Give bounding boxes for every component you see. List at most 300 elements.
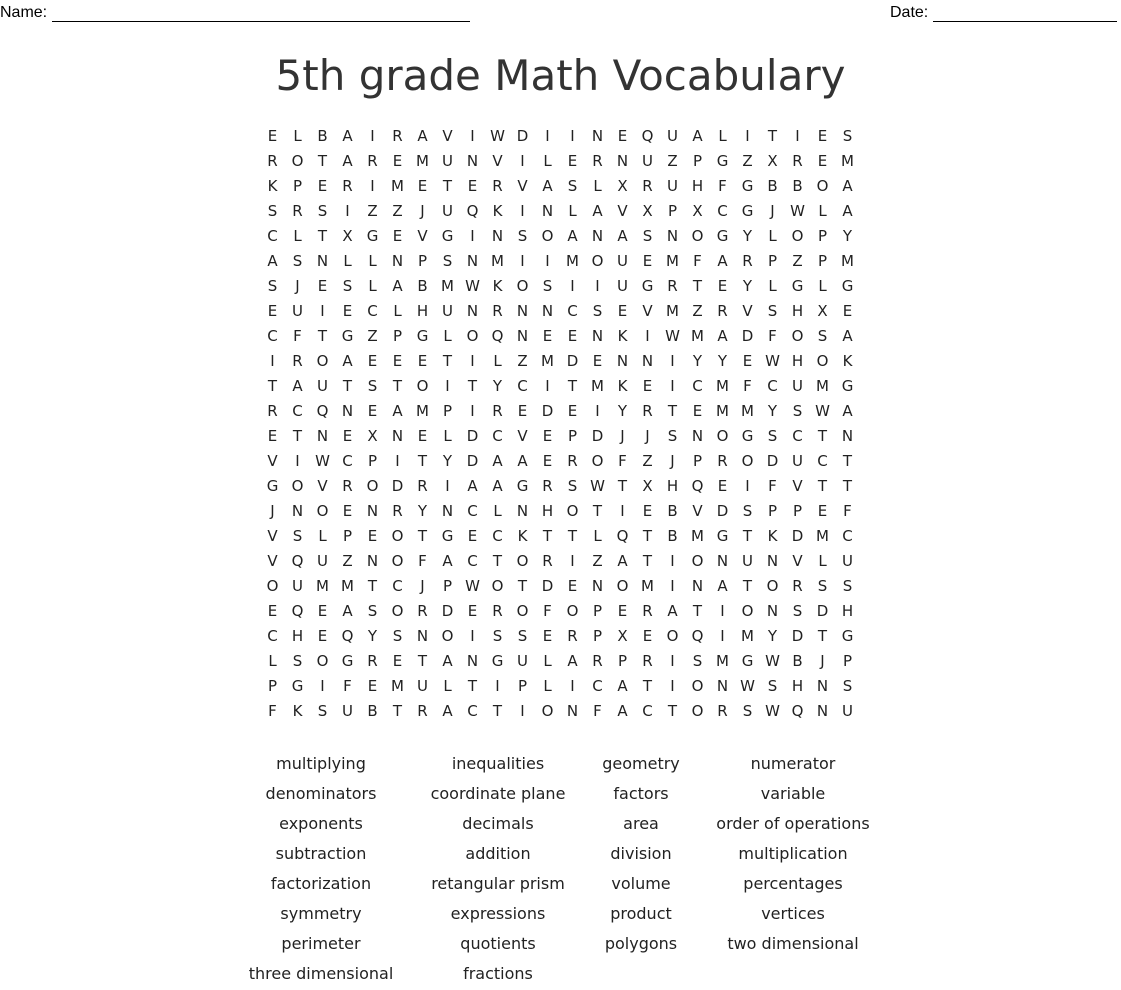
grid-letter[interactable]: M	[841, 252, 854, 270]
grid-letter[interactable]: P	[817, 252, 828, 270]
grid-letter[interactable]: P	[442, 577, 453, 595]
grid-letter[interactable]: S	[767, 302, 778, 320]
grid-letter[interactable]: Y	[367, 627, 378, 645]
grid-letter[interactable]: Q	[691, 627, 704, 645]
grid-letter[interactable]: N	[516, 502, 529, 520]
grid-letter[interactable]: L	[393, 302, 402, 320]
grid-letter[interactable]: T	[817, 627, 828, 645]
grid-letter[interactable]: R	[542, 477, 553, 495]
grid-letter[interactable]: U	[667, 127, 678, 145]
grid-letter[interactable]: I	[545, 377, 550, 395]
grid-letter[interactable]: Z	[342, 552, 353, 570]
grid-letter[interactable]: F	[418, 552, 427, 570]
grid-letter[interactable]: D	[566, 352, 579, 370]
grid-letter[interactable]: S	[767, 427, 778, 445]
grid-letter[interactable]: M	[841, 152, 854, 170]
grid-letter[interactable]: S	[592, 302, 603, 320]
grid-letter[interactable]: O	[441, 627, 454, 645]
grid-letter[interactable]: Q	[691, 477, 704, 495]
grid-letter[interactable]: D	[441, 602, 454, 620]
grid-letter[interactable]: I	[595, 277, 600, 295]
grid-letter[interactable]: A	[442, 652, 453, 670]
grid-letter[interactable]: I	[520, 252, 525, 270]
grid-letter[interactable]: N	[391, 427, 404, 445]
grid-letter[interactable]: C	[392, 577, 403, 595]
grid-letter[interactable]: P	[442, 402, 453, 420]
grid-letter[interactable]: N	[591, 577, 604, 595]
grid-letter[interactable]: A	[342, 352, 353, 370]
grid-letter[interactable]: N	[616, 152, 629, 170]
grid-letter[interactable]: Z	[792, 252, 803, 270]
grid-letter[interactable]: O	[391, 552, 404, 570]
grid-letter[interactable]: G	[716, 152, 729, 170]
grid-letter[interactable]: M	[491, 252, 504, 270]
grid-letter[interactable]: N	[766, 602, 779, 620]
grid-letter[interactable]: P	[567, 427, 578, 445]
grid-letter[interactable]: C	[642, 702, 653, 720]
grid-letter[interactable]: C	[792, 427, 803, 445]
grid-letter[interactable]: G	[441, 227, 454, 245]
grid-letter[interactable]: G	[741, 202, 754, 220]
grid-letter[interactable]: V	[267, 552, 278, 570]
grid-letter[interactable]: O	[291, 152, 304, 170]
grid-letter[interactable]: Z	[517, 352, 528, 370]
grid-letter[interactable]: R	[642, 602, 653, 620]
grid-letter[interactable]: N	[441, 502, 454, 520]
grid-letter[interactable]: O	[566, 502, 579, 520]
grid-letter[interactable]: S	[492, 627, 503, 645]
grid-letter[interactable]: I	[370, 127, 375, 145]
grid-letter[interactable]: O	[816, 352, 829, 370]
grid-letter[interactable]: E	[742, 352, 753, 370]
grid-letter[interactable]: N	[541, 302, 554, 320]
grid-letter[interactable]: I	[470, 227, 475, 245]
grid-letter[interactable]: P	[617, 652, 628, 670]
grid-letter[interactable]: T	[842, 452, 853, 470]
grid-letter[interactable]: P	[692, 452, 703, 470]
grid-letter[interactable]: I	[445, 477, 450, 495]
grid-letter[interactable]: R	[392, 502, 403, 520]
grid-letter[interactable]: T	[317, 227, 328, 245]
grid-letter[interactable]: R	[392, 127, 403, 145]
grid-letter[interactable]: S	[292, 652, 303, 670]
grid-letter[interactable]: E	[267, 427, 278, 445]
grid-letter[interactable]: E	[642, 627, 653, 645]
grid-letter[interactable]: F	[343, 677, 352, 695]
grid-letter[interactable]: W	[665, 327, 680, 345]
grid-letter[interactable]: O	[791, 327, 804, 345]
grid-letter[interactable]: V	[267, 527, 278, 545]
grid-letter[interactable]: T	[817, 477, 828, 495]
grid-letter[interactable]: U	[742, 552, 753, 570]
grid-letter[interactable]: B	[792, 652, 803, 670]
grid-letter[interactable]: U	[317, 377, 328, 395]
grid-letter[interactable]: G	[741, 177, 754, 195]
grid-letter[interactable]: P	[267, 677, 278, 695]
grid-letter[interactable]: P	[342, 527, 353, 545]
grid-letter[interactable]: E	[567, 152, 578, 170]
grid-letter[interactable]: H	[791, 677, 804, 695]
grid-letter[interactable]: I	[470, 402, 475, 420]
grid-letter[interactable]: S	[267, 202, 278, 220]
grid-letter[interactable]: D	[466, 427, 479, 445]
grid-letter[interactable]: T	[467, 377, 478, 395]
grid-letter[interactable]: E	[342, 502, 353, 520]
grid-letter[interactable]: V	[267, 452, 278, 470]
grid-letter[interactable]: Y	[767, 402, 778, 420]
grid-letter[interactable]: M	[741, 627, 754, 645]
grid-letter[interactable]: A	[342, 152, 353, 170]
grid-letter[interactable]: N	[516, 302, 529, 320]
grid-letter[interactable]: E	[817, 127, 828, 145]
grid-letter[interactable]: G	[841, 277, 854, 295]
grid-letter[interactable]: H	[841, 602, 854, 620]
grid-letter[interactable]: S	[517, 627, 528, 645]
grid-letter[interactable]: Y	[742, 227, 753, 245]
grid-letter[interactable]: L	[593, 527, 602, 545]
grid-letter[interactable]: O	[616, 577, 629, 595]
grid-letter[interactable]: T	[567, 377, 578, 395]
grid-letter[interactable]: G	[491, 652, 504, 670]
grid-letter[interactable]: T	[567, 527, 578, 545]
grid-letter[interactable]: V	[642, 302, 653, 320]
grid-letter[interactable]: A	[267, 252, 278, 270]
grid-letter[interactable]: D	[741, 327, 754, 345]
name-field[interactable]	[0, 4, 470, 22]
grid-letter[interactable]: R	[417, 477, 428, 495]
grid-letter[interactable]: C	[367, 302, 378, 320]
grid-letter[interactable]: E	[267, 302, 278, 320]
grid-letter[interactable]: F	[618, 452, 627, 470]
grid-letter[interactable]: I	[720, 627, 725, 645]
grid-letter[interactable]: U	[342, 702, 353, 720]
grid-letter[interactable]: X	[692, 202, 703, 220]
grid-letter[interactable]: P	[592, 602, 603, 620]
grid-letter[interactable]: Y	[617, 402, 628, 420]
grid-letter[interactable]: E	[317, 602, 328, 620]
grid-letter[interactable]: O	[516, 277, 529, 295]
grid-letter[interactable]: R	[592, 652, 603, 670]
grid-letter[interactable]: F	[543, 602, 552, 620]
grid-letter[interactable]: P	[667, 202, 678, 220]
grid-letter[interactable]: C	[267, 227, 278, 245]
grid-letter[interactable]: E	[567, 577, 578, 595]
grid-letter[interactable]: O	[391, 527, 404, 545]
grid-letter[interactable]: G	[841, 377, 854, 395]
grid-letter[interactable]: E	[367, 677, 378, 695]
grid-letter[interactable]: C	[467, 702, 478, 720]
grid-letter[interactable]: N	[591, 327, 604, 345]
grid-letter[interactable]: O	[666, 627, 679, 645]
grid-letter[interactable]: P	[292, 177, 303, 195]
grid-letter[interactable]: N	[316, 427, 329, 445]
grid-letter[interactable]: M	[716, 377, 729, 395]
grid-letter[interactable]: M	[391, 677, 404, 695]
grid-letter[interactable]: A	[842, 202, 853, 220]
grid-letter[interactable]: D	[791, 527, 804, 545]
grid-letter[interactable]: S	[367, 377, 378, 395]
grid-letter[interactable]: Y	[442, 452, 453, 470]
grid-letter[interactable]: E	[567, 402, 578, 420]
grid-letter[interactable]: S	[367, 602, 378, 620]
grid-letter[interactable]: I	[295, 452, 300, 470]
grid-letter[interactable]: A	[442, 552, 453, 570]
grid-letter[interactable]: Y	[742, 277, 753, 295]
grid-letter[interactable]: E	[717, 477, 728, 495]
grid-letter[interactable]: O	[516, 552, 529, 570]
grid-letter[interactable]: L	[343, 252, 352, 270]
grid-letter[interactable]: J	[420, 577, 425, 595]
grid-letter[interactable]: T	[492, 552, 503, 570]
grid-letter[interactable]: C	[292, 402, 303, 420]
grid-letter[interactable]: B	[767, 177, 778, 195]
grid-letter[interactable]: A	[442, 702, 453, 720]
grid-letter[interactable]: Y	[717, 352, 728, 370]
grid-letter[interactable]: U	[842, 552, 853, 570]
grid-letter[interactable]: C	[567, 302, 578, 320]
grid-letter[interactable]: C	[692, 377, 703, 395]
grid-letter[interactable]: E	[317, 277, 328, 295]
grid-letter[interactable]: C	[342, 452, 353, 470]
grid-letter[interactable]: L	[443, 677, 452, 695]
grid-letter[interactable]: S	[567, 177, 578, 195]
grid-letter[interactable]: P	[692, 152, 703, 170]
grid-letter[interactable]: T	[592, 502, 603, 520]
grid-letter[interactable]: F	[718, 177, 727, 195]
grid-letter[interactable]: E	[717, 277, 728, 295]
grid-letter[interactable]: G	[791, 277, 804, 295]
grid-letter[interactable]: U	[842, 702, 853, 720]
grid-letter[interactable]: A	[842, 402, 853, 420]
grid-letter[interactable]: E	[417, 177, 428, 195]
grid-letter[interactable]: J	[420, 202, 425, 220]
grid-letter[interactable]: Z	[367, 327, 378, 345]
grid-letter[interactable]: F	[768, 477, 777, 495]
grid-letter[interactable]: T	[392, 377, 403, 395]
grid-letter[interactable]: E	[467, 602, 478, 620]
grid-letter[interactable]: L	[768, 277, 777, 295]
grid-letter[interactable]: C	[767, 377, 778, 395]
grid-letter[interactable]: D	[716, 502, 729, 520]
grid-letter[interactable]: Q	[291, 602, 304, 620]
grid-letter[interactable]: S	[292, 252, 303, 270]
grid-letter[interactable]: E	[542, 427, 553, 445]
grid-letter[interactable]: S	[842, 677, 853, 695]
grid-letter[interactable]: G	[741, 652, 754, 670]
grid-letter[interactable]: N	[341, 402, 354, 420]
grid-letter[interactable]: T	[367, 577, 378, 595]
grid-letter[interactable]: N	[366, 502, 379, 520]
grid-letter[interactable]: H	[541, 502, 554, 520]
grid-letter[interactable]: C	[842, 527, 853, 545]
grid-letter[interactable]: E	[267, 602, 278, 620]
grid-letter[interactable]: M	[316, 577, 329, 595]
grid-letter[interactable]: V	[792, 552, 803, 570]
grid-letter[interactable]: S	[517, 227, 528, 245]
grid-letter[interactable]: H	[416, 302, 429, 320]
grid-letter[interactable]: O	[591, 452, 604, 470]
grid-letter[interactable]: E	[817, 502, 828, 520]
grid-letter[interactable]: M	[566, 252, 579, 270]
grid-letter[interactable]: A	[717, 577, 728, 595]
grid-letter[interactable]: K	[617, 377, 628, 395]
grid-letter[interactable]: M	[666, 252, 679, 270]
grid-letter[interactable]: R	[717, 702, 728, 720]
grid-letter[interactable]: N	[491, 227, 504, 245]
grid-letter[interactable]: K	[517, 527, 528, 545]
grid-letter[interactable]: N	[466, 652, 479, 670]
grid-letter[interactable]: L	[268, 652, 277, 670]
grid-letter[interactable]: J	[295, 277, 300, 295]
grid-letter[interactable]: T	[417, 527, 428, 545]
grid-letter[interactable]: D	[766, 452, 779, 470]
grid-letter[interactable]: E	[317, 177, 328, 195]
grid-letter[interactable]: R	[292, 352, 303, 370]
grid-letter[interactable]: U	[517, 652, 528, 670]
grid-letter[interactable]: T	[492, 702, 503, 720]
grid-letter[interactable]: T	[742, 527, 753, 545]
grid-letter[interactable]: T	[842, 477, 853, 495]
grid-letter[interactable]: A	[467, 477, 478, 495]
grid-letter[interactable]: N	[516, 327, 529, 345]
grid-letter[interactable]: T	[667, 402, 678, 420]
grid-letter[interactable]: I	[720, 602, 725, 620]
grid-letter[interactable]: Q	[491, 327, 504, 345]
grid-letter[interactable]: X	[642, 477, 653, 495]
grid-letter[interactable]: N	[816, 702, 829, 720]
grid-letter[interactable]: Z	[367, 202, 378, 220]
grid-letter[interactable]: M	[691, 527, 704, 545]
grid-letter[interactable]: I	[795, 127, 800, 145]
grid-letter[interactable]: F	[693, 252, 702, 270]
grid-letter[interactable]: E	[342, 427, 353, 445]
grid-letter[interactable]: I	[345, 202, 350, 220]
grid-letter[interactable]: S	[342, 277, 353, 295]
grid-letter[interactable]: I	[670, 577, 675, 595]
grid-letter[interactable]: W	[765, 352, 780, 370]
grid-letter[interactable]: A	[417, 127, 428, 145]
grid-letter[interactable]: T	[667, 702, 678, 720]
grid-letter[interactable]: I	[745, 477, 750, 495]
grid-letter[interactable]: X	[367, 427, 378, 445]
grid-letter[interactable]: O	[691, 677, 704, 695]
grid-letter[interactable]: O	[741, 602, 754, 620]
grid-letter[interactable]: I	[520, 202, 525, 220]
grid-letter[interactable]: W	[315, 452, 330, 470]
grid-letter[interactable]: O	[291, 477, 304, 495]
grid-letter[interactable]: E	[542, 327, 553, 345]
grid-letter[interactable]: T	[317, 327, 328, 345]
grid-letter[interactable]: L	[318, 527, 327, 545]
grid-letter[interactable]: R	[792, 577, 803, 595]
grid-letter[interactable]: O	[691, 552, 704, 570]
grid-letter[interactable]: V	[442, 127, 453, 145]
grid-letter[interactable]: G	[641, 277, 654, 295]
grid-letter[interactable]: N	[716, 677, 729, 695]
grid-letter[interactable]: F	[743, 377, 752, 395]
grid-letter[interactable]: C	[592, 677, 603, 695]
grid-letter[interactable]: N	[416, 627, 429, 645]
grid-letter[interactable]: U	[667, 177, 678, 195]
grid-letter[interactable]: E	[617, 602, 628, 620]
grid-letter[interactable]: M	[691, 327, 704, 345]
grid-letter[interactable]: R	[492, 302, 503, 320]
grid-letter[interactable]: A	[617, 552, 628, 570]
grid-letter[interactable]: V	[792, 477, 803, 495]
grid-letter[interactable]: S	[767, 677, 778, 695]
grid-letter[interactable]: T	[417, 452, 428, 470]
grid-letter[interactable]: A	[717, 252, 728, 270]
grid-letter[interactable]: G	[291, 677, 304, 695]
grid-letter[interactable]: E	[567, 327, 578, 345]
grid-letter[interactable]: T	[617, 477, 628, 495]
grid-letter[interactable]: L	[293, 127, 302, 145]
grid-letter[interactable]: B	[367, 702, 378, 720]
grid-letter[interactable]: I	[545, 127, 550, 145]
grid-letter[interactable]: Y	[842, 227, 853, 245]
grid-letter[interactable]: R	[642, 652, 653, 670]
grid-letter[interactable]: E	[842, 302, 853, 320]
grid-letter[interactable]: L	[818, 552, 827, 570]
grid-letter[interactable]: N	[616, 352, 629, 370]
grid-letter[interactable]: A	[292, 377, 303, 395]
grid-letter[interactable]: C	[467, 552, 478, 570]
grid-letter[interactable]: E	[367, 402, 378, 420]
grid-letter[interactable]: R	[367, 652, 378, 670]
grid-letter[interactable]: A	[542, 177, 553, 195]
grid-letter[interactable]: O	[466, 327, 479, 345]
grid-letter[interactable]: O	[316, 652, 329, 670]
grid-letter[interactable]: K	[267, 177, 278, 195]
grid-letter[interactable]: A	[692, 127, 703, 145]
grid-letter[interactable]: H	[691, 177, 704, 195]
grid-letter[interactable]: I	[745, 127, 750, 145]
grid-letter[interactable]: O	[791, 227, 804, 245]
grid-letter[interactable]: T	[417, 652, 428, 670]
grid-letter[interactable]: W	[590, 477, 605, 495]
grid-letter[interactable]: M	[441, 277, 454, 295]
grid-letter[interactable]: O	[491, 577, 504, 595]
grid-letter[interactable]: S	[742, 702, 753, 720]
grid-letter[interactable]: F	[268, 702, 277, 720]
grid-letter[interactable]: M	[716, 652, 729, 670]
grid-letter[interactable]: R	[492, 177, 503, 195]
grid-letter[interactable]: N	[641, 352, 654, 370]
grid-letter[interactable]: T	[642, 677, 653, 695]
grid-letter[interactable]: E	[642, 377, 653, 395]
grid-letter[interactable]: U	[792, 452, 803, 470]
grid-letter[interactable]: C	[817, 452, 828, 470]
grid-letter[interactable]: G	[341, 327, 354, 345]
grid-letter[interactable]: U	[317, 552, 328, 570]
grid-letter[interactable]: R	[492, 602, 503, 620]
grid-letter[interactable]: T	[642, 552, 653, 570]
grid-letter[interactable]: K	[492, 277, 503, 295]
grid-letter[interactable]: N	[716, 552, 729, 570]
grid-letter[interactable]: V	[692, 502, 703, 520]
grid-letter[interactable]: E	[642, 252, 653, 270]
grid-letter[interactable]: S	[667, 427, 678, 445]
grid-letter[interactable]: D	[591, 427, 604, 445]
grid-letter[interactable]: T	[342, 377, 353, 395]
grid-letter[interactable]: I	[520, 152, 525, 170]
grid-letter[interactable]: I	[470, 352, 475, 370]
grid-letter[interactable]: E	[467, 527, 478, 545]
grid-letter[interactable]: V	[617, 202, 628, 220]
grid-letter[interactable]: P	[817, 227, 828, 245]
grid-letter[interactable]: M	[816, 527, 829, 545]
grid-letter[interactable]: A	[392, 277, 403, 295]
